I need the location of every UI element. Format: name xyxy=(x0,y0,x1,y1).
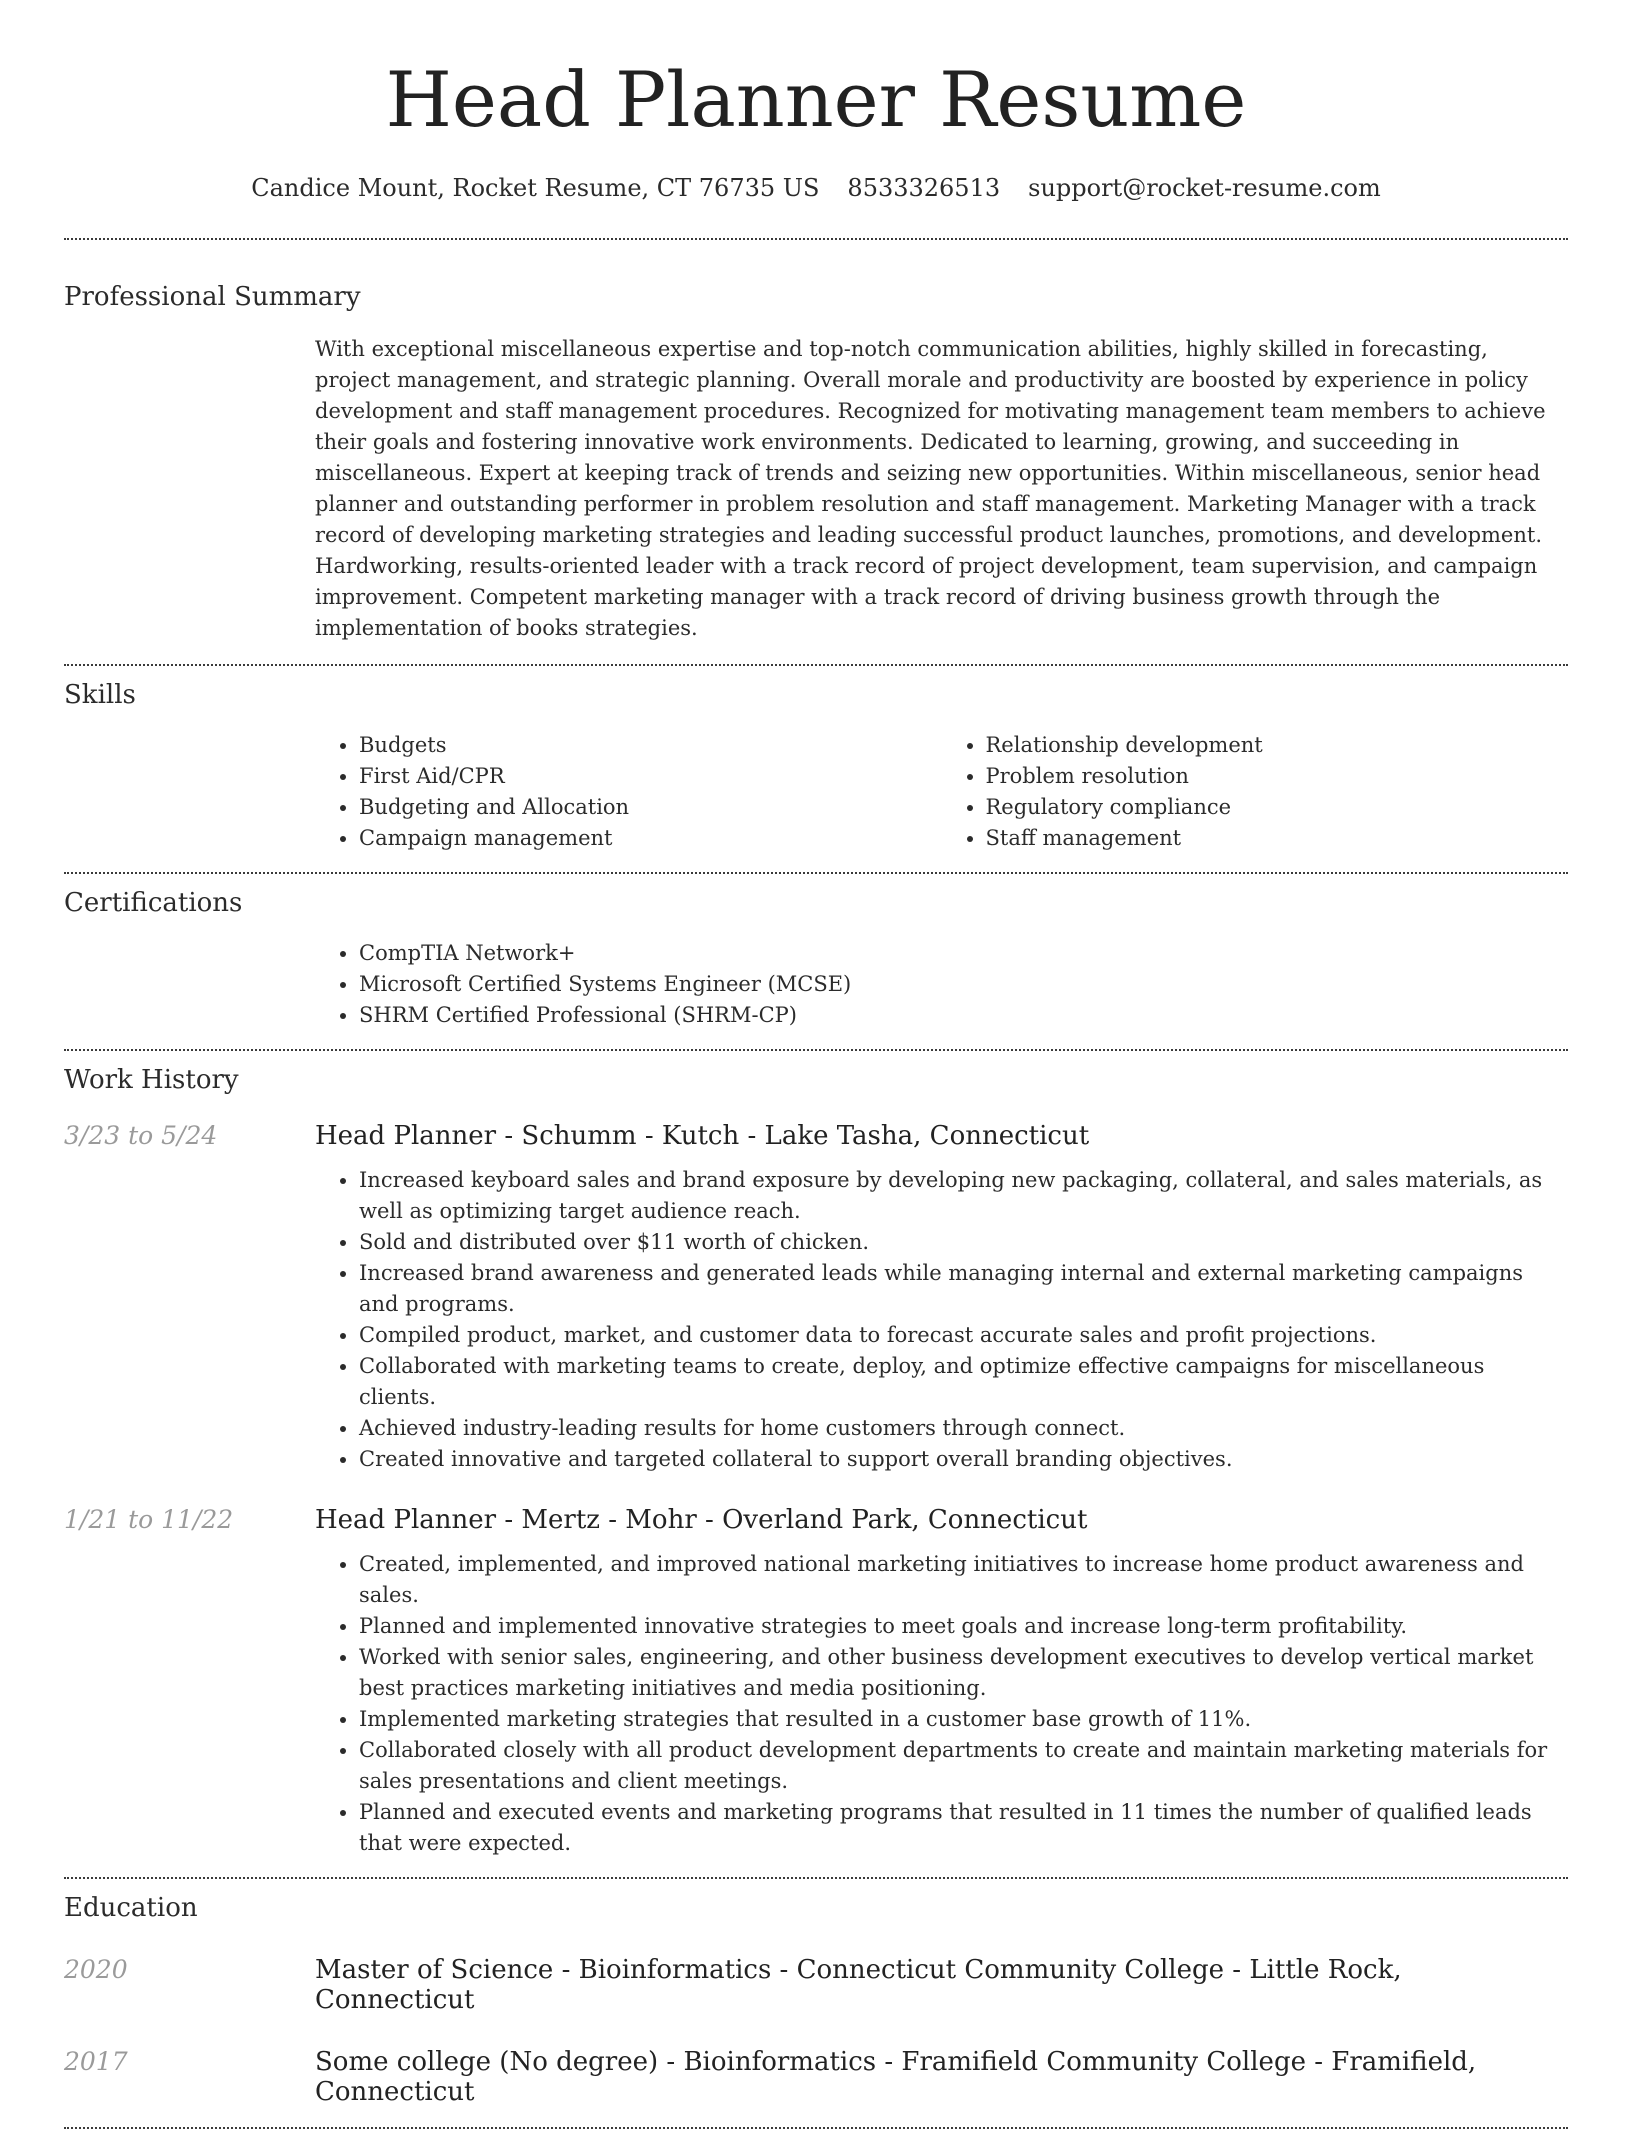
contact-address: Candice Mount, Rocket Resume, CT 76735 US xyxy=(251,174,820,202)
job-bullets xyxy=(315,1165,1568,1475)
job-bullet: • Compiled product, market, and customer data to forecast accurate sales and profit projections. xyxy=(359,1320,1568,1351)
divider xyxy=(64,1877,1568,1879)
job-bullet: • Worked with senior sales, engineering, and other business development executives to develop vertical market best practices marketing initiatives and media positioning. xyxy=(359,1642,1568,1704)
job-bullet: • Planned and implemented innovative strategies to meet goals and increase long-term profitability. xyxy=(359,1611,1568,1642)
job-bullets xyxy=(315,1549,1568,1859)
job-bullet: • Collaborated closely with all product development departments to create and maintain marketing materials for sales presentations and client meetings. xyxy=(359,1735,1568,1797)
education-entry xyxy=(64,2047,1568,2107)
certifications-block xyxy=(315,938,1568,1031)
divider xyxy=(64,238,1568,240)
contact-email: support@rocket-resume.com xyxy=(1028,174,1381,202)
skills-heading: Skills xyxy=(64,680,136,710)
certifications-heading: Certifications xyxy=(64,888,243,918)
job-dates: 1/21 to 11/22 xyxy=(64,1505,234,1534)
job-title: Head Planner - Schumm - Kutch - Lake Tasha, Connecticut xyxy=(315,1121,1090,1151)
skill-item: • Budgeting and Allocation xyxy=(359,792,942,823)
resume-title: Head Planner Resume xyxy=(385,55,1247,144)
work-heading: Work History xyxy=(64,1065,239,1095)
job-bullet: • Collaborated with marketing teams to create, deploy, and optimize effective campaigns for miscellaneous clients. xyxy=(359,1351,1568,1413)
skill-item: • First Aid/CPR xyxy=(359,761,942,792)
skill-item: • Budgets xyxy=(359,730,942,761)
divider xyxy=(64,872,1568,874)
job-bullet-list xyxy=(315,1165,1568,1475)
education-text: Some college (No degree) - Bioinformatics - Framifield Community College - Framifield, Connecticut xyxy=(315,2047,1477,2107)
job-bullet: • Achieved industry-leading results for home customers through connect. xyxy=(359,1413,1568,1444)
job-bullet: • Increased keyboard sales and brand exposure by developing new packaging, collateral, and sales materials, as well as optimizing target audience reach. xyxy=(359,1165,1568,1227)
job-header xyxy=(64,1121,1568,1151)
divider xyxy=(64,1049,1568,1051)
contact-phone: 8533326513 xyxy=(847,174,1001,202)
summary-text: With exceptional miscellaneous expertise and top-notch communication abilities, highly skilled in forecasting, project management, and strategic planning. Overall morale and productivity are boosted by experience in policy development and staff management procedures. Recognized for motivating management team members to achieve their goals and fostering innovative work environments. Dedicated to learning, growing, and succeeding in miscellaneous. Expert at keeping track of trends and seizing new opportunities. Within miscellaneous, senior head planner and outstanding performer in problem resolution and staff management. Marketing Manager with a track record of developing marketing strategies and leading successful product launches, promotions, and development. Hardworking, results-oriented leader with a track record of project development, team supervision, and campaign improvement. Competent marketing manager with a track record of driving business growth through the implementation of books strategies. xyxy=(315,337,1546,640)
job-dates: 3/23 to 5/24 xyxy=(64,1121,218,1150)
job-bullet: • Increased brand awareness and generated leads while managing internal and external marketing campaigns and programs. xyxy=(359,1258,1568,1320)
education-text: Master of Science - Bioinformatics - Connecticut Community College - Little Rock, Connecticut xyxy=(315,1955,1402,2015)
summary-heading: Professional Summary xyxy=(64,282,361,312)
skills-list-right xyxy=(942,730,1569,854)
education-year: 2017 xyxy=(64,2047,128,2076)
job-bullet: • Planned and executed events and marketing programs that resulted in 11 times the number of qualified leads that were expected. xyxy=(359,1797,1568,1859)
certification-item: • Microsoft Certified Systems Engineer (MCSE) xyxy=(359,969,1568,1000)
job-bullet-list xyxy=(315,1549,1568,1859)
contact-line xyxy=(64,172,1568,204)
skill-item: • Regulatory compliance xyxy=(986,792,1569,823)
skills-list-left xyxy=(315,730,942,854)
education-year: 2020 xyxy=(64,1955,128,1984)
job-entry xyxy=(64,1505,1568,1859)
job-title: Head Planner - Mertz - Mohr - Overland Park, Connecticut xyxy=(315,1505,1088,1535)
divider xyxy=(64,664,1568,666)
job-bullet: • Created, implemented, and improved national marketing initiatives to increase home product awareness and sales. xyxy=(359,1549,1568,1611)
education-entry xyxy=(64,1955,1568,2015)
certification-item: • CompTIA Network+ xyxy=(359,938,1568,969)
job-header xyxy=(64,1505,1568,1535)
skill-item: • Problem resolution xyxy=(986,761,1569,792)
job-entry xyxy=(64,1121,1568,1475)
skill-item: • Campaign management xyxy=(359,823,942,854)
skill-item: • Relationship development xyxy=(986,730,1569,761)
job-bullet: • Created innovative and targeted collateral to support overall branding objectives. xyxy=(359,1444,1568,1475)
job-bullet: • Implemented marketing strategies that resulted in a customer base growth of 11%. xyxy=(359,1704,1568,1735)
resume-page xyxy=(64,0,1568,2129)
skills-grid xyxy=(315,730,1568,854)
skill-item: • Staff management xyxy=(986,823,1569,854)
certification-item: • SHRM Certified Professional (SHRM-CP) xyxy=(359,1000,1568,1031)
education-heading: Education xyxy=(64,1893,198,1923)
job-bullet: • Sold and distributed over $11 worth of chicken. xyxy=(359,1227,1568,1258)
certifications-list xyxy=(315,938,1568,1031)
